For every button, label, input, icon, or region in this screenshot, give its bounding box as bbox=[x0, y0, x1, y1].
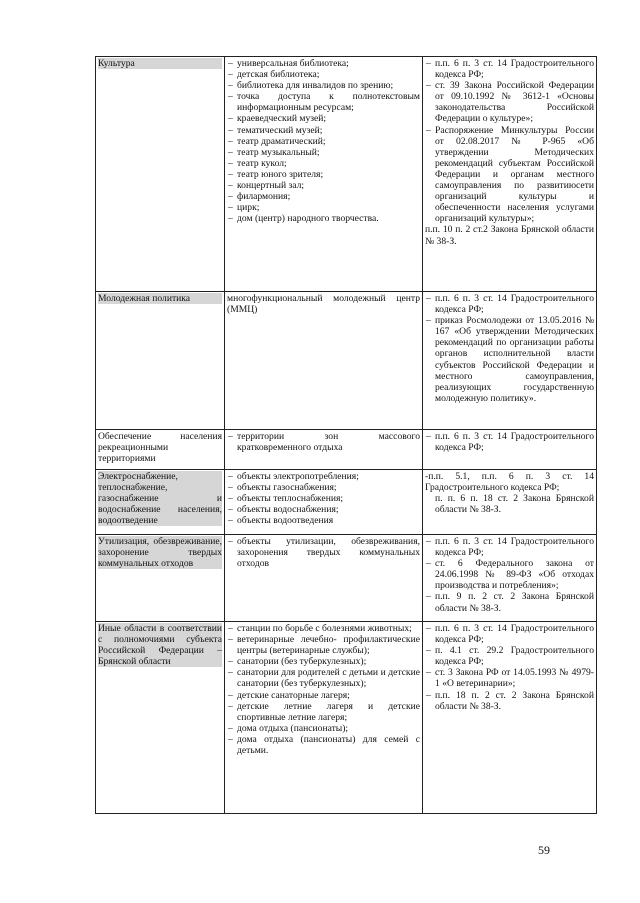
list-item: – п.п. 6 п. 3 ст. 14 Градостроительного кодекса РФ; bbox=[425, 536, 594, 558]
objects-text: многофункциональный молодежный центр (ММЦ) bbox=[227, 293, 420, 316]
area-label: Утилизация, обезвреживание, захоронение твердых коммунальных отходов bbox=[98, 536, 222, 570]
list-item: – дома отдыха (пансионаты) для семей с детьми. bbox=[227, 734, 420, 756]
basis-list bbox=[425, 623, 594, 712]
list-item: – п.п. 6 п. 3 ст. 14 Градостроительного кодекса РФ; bbox=[425, 431, 594, 453]
basis-cell bbox=[423, 470, 597, 535]
table-row bbox=[96, 622, 597, 814]
list-item: – концертный зал; bbox=[227, 180, 420, 191]
page-number: 59 bbox=[538, 843, 550, 857]
list-item: – санатории (без туберкулезных); bbox=[227, 656, 420, 667]
list-item: – территории зон массового кратковременного отдыха bbox=[227, 431, 420, 453]
list-item: – театр юного зрителя; bbox=[227, 169, 420, 180]
list-item: – п.п. 18 п. 2 ст. 2 Закона Брянской области № 38-З. bbox=[425, 690, 594, 712]
objects-cell bbox=[225, 535, 423, 622]
area-cell bbox=[96, 535, 225, 622]
list-item: – объекты газоснабжения; bbox=[227, 482, 420, 493]
basis-list bbox=[425, 431, 594, 453]
list-item: – объекты утилизации, обезвреживания, захоронения твердых коммунальных отходов bbox=[227, 536, 420, 569]
objects-list bbox=[227, 431, 420, 453]
list-item: – театр музыкальный; bbox=[227, 147, 420, 158]
list-item: – объекты теплоснабжения; bbox=[227, 493, 420, 504]
list-item: – тематический музей; bbox=[227, 125, 420, 136]
area-cell bbox=[96, 430, 225, 470]
basis-list bbox=[425, 293, 594, 404]
area-label: Молодежная политика bbox=[98, 293, 222, 304]
area-label: Обеспечение населения рекреационными территориями bbox=[98, 431, 222, 465]
list-item: – театр кукол; bbox=[227, 158, 420, 169]
list-item: – станции по борьбе с болезнями животных; bbox=[227, 623, 420, 634]
area-label: Культура bbox=[98, 58, 222, 69]
list-item: – краеведческий музей; bbox=[227, 113, 420, 124]
list-item: – детские санаторные лагеря; bbox=[227, 690, 420, 701]
basis-cell bbox=[423, 57, 597, 292]
list-item: – дом (центр) народного творчества. bbox=[227, 213, 420, 224]
area-cell bbox=[96, 622, 225, 814]
objects-cell bbox=[225, 57, 423, 292]
basis-text: -п.п. 5.1, п.п. 6 п. 3 ст. 14 Градостроительного кодекса РФ; bbox=[425, 471, 594, 494]
basis-list bbox=[425, 58, 594, 224]
basis-cell bbox=[423, 430, 597, 470]
list-item: – п. 4.1 ст. 29.2 Градостроительного кодекса РФ; bbox=[425, 645, 594, 667]
list-item: – объекты водоснабжения; bbox=[227, 504, 420, 515]
list-item: – детская библиотека; bbox=[227, 69, 420, 80]
basis-cell bbox=[423, 535, 597, 622]
list-item: – библиотека для инвалидов по зрению; bbox=[227, 80, 420, 91]
list-item: – дома отдыха (пансионаты); bbox=[227, 723, 420, 734]
basis-cell bbox=[423, 292, 597, 430]
objects-list bbox=[227, 536, 420, 569]
list-item: – п.п. 6 п. 3 ст. 14 Градостроительного кодекса РФ; bbox=[425, 623, 594, 645]
objects-list bbox=[227, 471, 420, 526]
objects-list bbox=[227, 623, 420, 756]
objects-cell bbox=[225, 430, 423, 470]
basis-list bbox=[425, 536, 594, 614]
regulation-table bbox=[95, 56, 597, 814]
list-item: – ст. 6 Федерального закона от 24.06.1998 № 89-ФЗ «Об отходах производства и потребления»; bbox=[425, 558, 594, 591]
basis-text: п. п. 6 п. 18 ст. 2 Закона Брянской области № 38-З. bbox=[435, 493, 594, 516]
list-item: – п.п. 9 п. 2 ст. 2 Закона Брянской области № 38-З. bbox=[425, 591, 594, 613]
objects-cell bbox=[225, 292, 423, 430]
table-row bbox=[96, 57, 597, 292]
area-cell bbox=[96, 57, 225, 292]
list-item: – театр драматический; bbox=[227, 136, 420, 147]
list-item: – универсальная библиотека; bbox=[227, 58, 420, 69]
list-item: – п.п. 6 п. 3 ст. 14 Градостроительного кодекса РФ; bbox=[425, 293, 594, 315]
objects-list bbox=[227, 58, 420, 224]
list-item: – Распоряжение Минкультуры России от 02.08.2017 № Р-965 «Об утверждении Методических рекомендаций субъектам Российской Федерации и органам местного самоуправления по развитиюсети организаций культуры и обеспеченности населения услугами организаций культуры»; bbox=[425, 125, 594, 225]
area-cell bbox=[96, 292, 225, 430]
list-item: – цирк; bbox=[227, 202, 420, 213]
table-row bbox=[96, 535, 597, 622]
basis-extra: п.п. 10 п. 2 ст.2 Закона Брянской области № 38-З. bbox=[425, 224, 594, 247]
area-label: Иные области в соответствии с полномочиями субъекта Российской Федерации – Брянской области bbox=[98, 623, 222, 668]
list-item: – филармония; bbox=[227, 191, 420, 202]
list-item: – приказ Росмолодежи от 13.05.2016 № 167 «Об утверждении Методических рекомендаций по организации работы органов исполнительной власти субъектов Российской Федерации и местного самоуправления, реализующих государственную молодежную политику». bbox=[425, 315, 594, 404]
area-label: Электроснабжение, теплоснабжение, газоснабжение и водоснабжение населения, водоотведение bbox=[98, 471, 222, 527]
list-item: – точка доступа к полнотекстовым информационным ресурсам; bbox=[227, 91, 420, 113]
list-item: – объекты электропотребления; bbox=[227, 471, 420, 482]
table-row bbox=[96, 470, 597, 535]
objects-cell bbox=[225, 622, 423, 814]
objects-cell bbox=[225, 470, 423, 535]
list-item: – объекты водоотведения bbox=[227, 515, 420, 526]
list-item: – ветеринарные лечебно- профилактические центры (ветеринарные службы); bbox=[227, 634, 420, 656]
table-row bbox=[96, 292, 597, 430]
list-item: – санатории для родителей с детьми и детские санатории (без туберкулезных); bbox=[227, 667, 420, 689]
list-item: – ст. 39 Закона Российской Федерации от 09.10.1992 № 3612-1 «Основы законодательства Российской Федерации о культуре»; bbox=[425, 80, 594, 124]
list-item: – п.п. 6 п. 3 ст. 14 Градостроительного кодекса РФ; bbox=[425, 58, 594, 80]
basis-cell bbox=[423, 622, 597, 814]
table-row bbox=[96, 430, 597, 470]
area-cell bbox=[96, 470, 225, 535]
list-item: – ст. 3 Закона РФ от 14.05.1993 № 4979-1 «О ветеринарии»; bbox=[425, 667, 594, 689]
list-item: – детские летние лагеря и детские спортивные летние лагеря; bbox=[227, 701, 420, 723]
